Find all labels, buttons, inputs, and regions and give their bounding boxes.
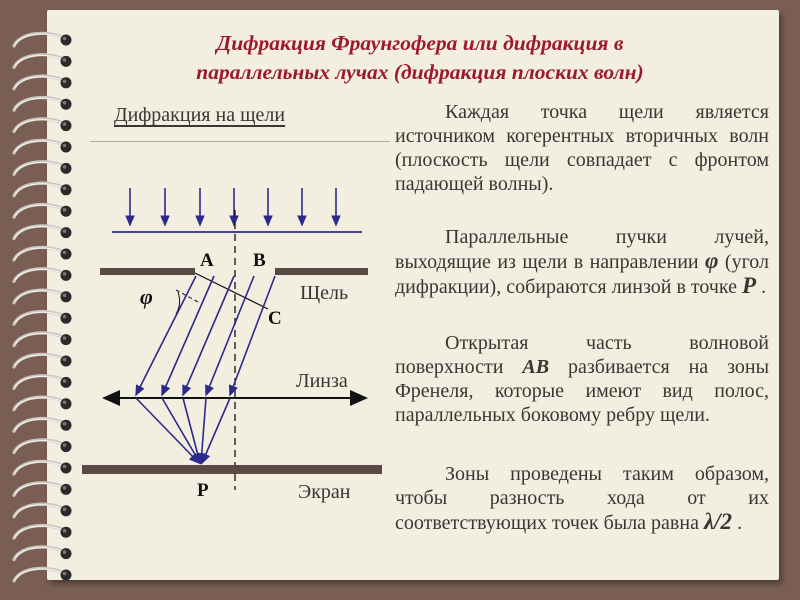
paragraph-2 — [395, 225, 769, 299]
binding-ring — [14, 397, 72, 410]
point-p-symbol: P — [742, 273, 757, 298]
subtitle: Дифракция на щели — [114, 104, 286, 126]
label-point-a: A — [200, 250, 214, 271]
binding-ring — [14, 98, 72, 111]
label-screen: Экран — [298, 481, 351, 503]
paragraph-3-text-b: разбивается на зоны Френеля, которые имеют вид полос, параллельных боковому ребру щели. — [395, 356, 770, 426]
binding-ring — [14, 461, 72, 474]
binding-ring — [14, 76, 72, 89]
phi-symbol: φ — [705, 248, 719, 273]
binding-ring — [14, 140, 72, 153]
binding-ring — [14, 119, 72, 132]
label-point-p: P — [197, 480, 209, 501]
binding-ring — [14, 55, 72, 68]
label-point-b: B — [253, 250, 266, 271]
lambda-half-symbol: λ/2 — [703, 509, 733, 534]
binding-ring — [14, 526, 72, 539]
paragraph-1 — [395, 100, 769, 196]
binding-ring — [14, 354, 72, 367]
paragraph-2-end: . — [761, 276, 767, 298]
ab-symbol: АВ — [522, 356, 550, 378]
label-slit: Щель — [300, 282, 349, 304]
paragraph-4 — [395, 462, 769, 535]
label-angle-phi: φ — [140, 284, 153, 309]
binding-ring — [14, 483, 72, 496]
binding-ring — [14, 568, 72, 581]
binding-ring — [14, 290, 72, 303]
binding-ring — [14, 333, 72, 346]
paragraph-3 — [395, 331, 769, 427]
spiral-binding — [0, 0, 90, 600]
binding-ring — [14, 183, 72, 196]
binding-ring — [14, 376, 72, 389]
paragraph-4-end: . — [737, 512, 743, 534]
binding-ring — [14, 547, 72, 560]
paragraph-1-text: Каждая точка щели является источником когерентных вторичных волн (плоскость щели совпадает с фронтом падающей волны). — [395, 101, 769, 195]
label-lens: Линза — [296, 370, 348, 392]
binding-ring — [14, 33, 72, 46]
paragraph-2-text-b: (угол дифракции), собираются линзой в точке — [395, 251, 770, 298]
binding-ring — [14, 440, 72, 453]
title-line-2: параллельных лучах (дифракция плоских волн) — [196, 60, 644, 84]
title-line-1: Дифракция Фраунгофера или дифракция в — [216, 31, 624, 55]
binding-ring — [14, 504, 72, 517]
binding-ring — [14, 226, 72, 239]
binding-ring — [14, 312, 72, 325]
paragraph-4-text: Зоны проведены таким образом, чтобы разность хода от их соответствующих точек была равна — [395, 463, 769, 534]
label-point-c: C — [268, 308, 282, 329]
binding-ring — [14, 247, 72, 260]
binding-ring — [14, 205, 72, 218]
binding-ring — [14, 419, 72, 432]
binding-ring — [14, 162, 72, 175]
subtitle-divider — [90, 141, 390, 142]
paragraph-3-text-a: Открытая часть волновой поверхности — [395, 332, 769, 378]
binding-ring — [14, 269, 72, 282]
paragraph-2-text-a: Параллельные пучки лучей, выходящие из щели в направлении — [395, 226, 769, 273]
